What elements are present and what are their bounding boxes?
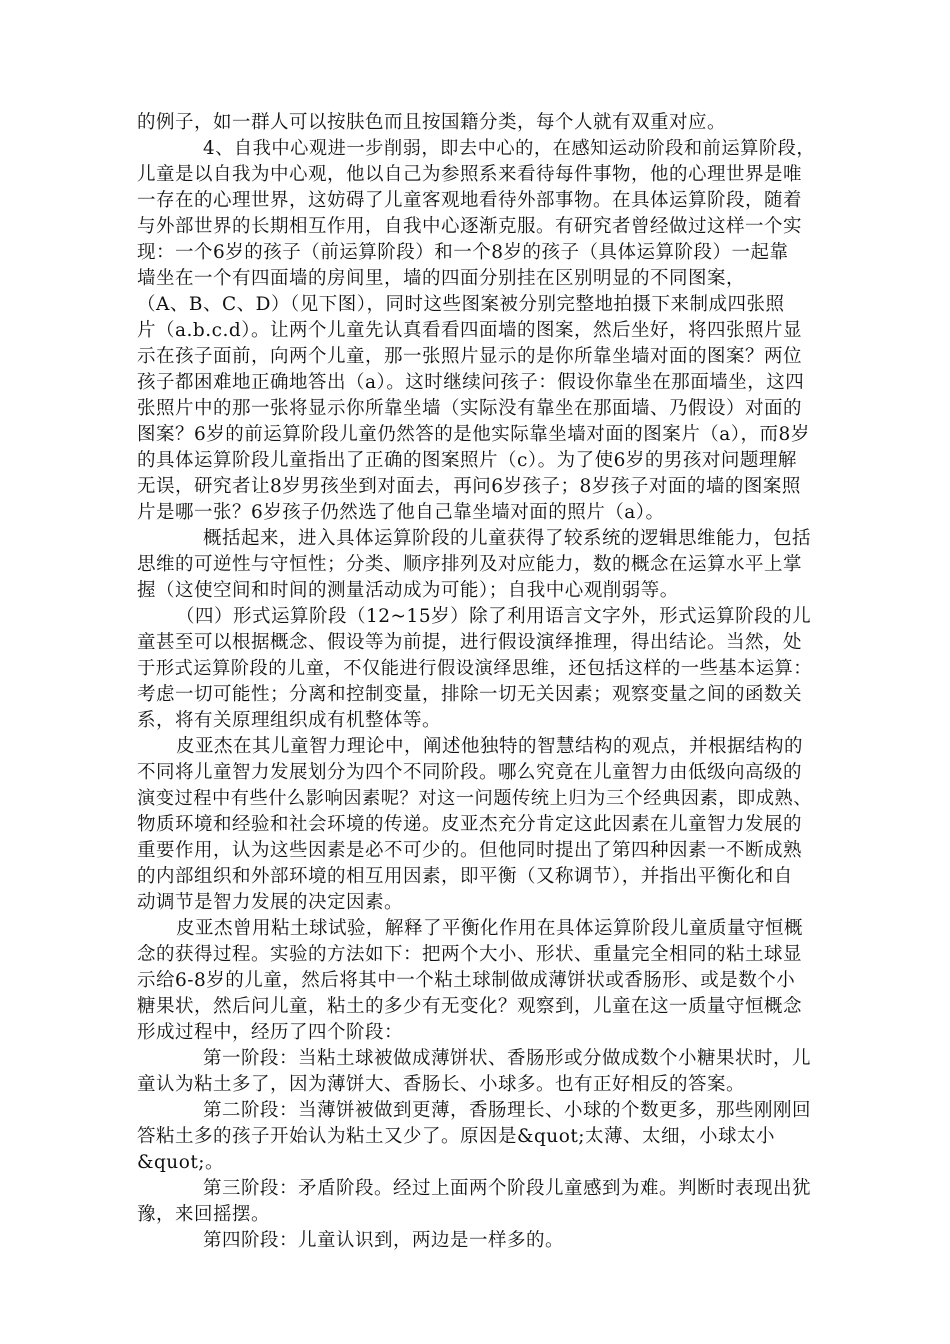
text-line: 皮亚杰在其儿童智力理论中，阐述他独特的智慧结构的观点，并根据结构的 [176,736,804,757]
text-line: 糖果状，然后问儿童，粘土的多少有无变化？观察到，儿童在这一质量守恒概念 [137,996,803,1017]
text-line: 物质环境和经验和社会环境的传递。皮亚杰充分肯定这此因素在儿童智力发展的 [137,814,803,835]
text-line: 一存在的心理世界，这妨碍了儿童客观地看待外部事物。在具体运算阶段，随着 [137,190,803,211]
text-line: 的内部组织和外部环境的相互用因素，即平衡（又称调节），并指出平衡化和自 [137,866,793,887]
text-line: 片（a.b.c.d）。让两个儿童先认真看看四面墙的图案，然后坐好，将四张照片显 [137,320,802,341]
text-line: 与外部世界的长期相互作用，自我中心逐渐克服。有研究者曾经做过这样一个实 [137,216,803,237]
text-line: （A、B、C、D）（见下图），同时这些图案被分别完整地拍摄下来制成四张照 [137,294,785,315]
text-line: 动调节是智力发展的决定因素。 [137,892,404,913]
text-line: 儿童是以自我为中心观，他以自己为参照系来看待每件事物，他的心理世界是唯 [137,164,803,185]
text-line: 考虑一切可能性；分离和控制变量，排除一切无关因素；观察变量之间的函数关 [137,684,803,705]
text-line: 第二阶段：当薄饼被做到更薄，香肠理长、小球的个数更多，那些刚刚回 [203,1100,812,1121]
text-line: 片是哪一张？6岁孩子仍然选了他自己靠坐墙对面的照片（a）。 [137,502,665,523]
text-line: 的例子，如一群人可以按肤色而且按国籍分类，每个人就有双重对应。 [137,112,727,133]
text-line: 现：一个6岁的孩子（前运算阶段）和一个8岁的孩子（具体运算阶段）一起靠 [137,242,789,263]
text-line: 童甚至可以根据概念、假设等为前提，进行假设演绎推理，得出结论。当然，处 [137,632,803,653]
text-line: 重要作用，认为这些因素是必不可少的。但他同时提出了第四种因素一不断成熟 [137,840,803,861]
text-line: （四）形式运算阶段（12~15岁）除了利用语言文字外，形式运算阶段的儿 [176,606,812,627]
text-line: 第一阶段：当粘土球被做成薄饼状、香肠形或分做成数个小糖果状时，儿 [203,1048,812,1069]
text-line: 答粘土多的孩子开始认为粘土又少了。原因是&quot;太薄、太细，小球太小 [137,1126,776,1147]
text-line: 第四阶段：儿童认识到，两边是一样多的。 [203,1230,565,1251]
text-line: 第三阶段：矛盾阶段。经过上面两个阶段儿童感到为难。判断时表现出犹 [203,1178,812,1199]
text-line: 演变过程中有些什么影响因素呢？对这一问题传统上归为三个经典因素，即成熟、 [137,788,812,809]
text-line: 思维的可逆性与守恒性；分类、顺序排列及对应能力，数的概念在运算水平上掌 [137,554,803,575]
text-line: 于形式运算阶段的儿童，不仅能进行假设演绎思维，还包括这样的一些基本运算： [137,658,812,679]
text-line: 无误，研究者让8岁男孩坐到对面去，再问6岁孩子；8岁孩子对面的墙的图案照 [137,476,801,497]
text-line: 系，将有关原理组织成有机整体等。 [137,710,442,731]
text-line: 4、自我中心观进一步削弱，即去中心的，在感知运动阶段和前运算阶段， [203,138,816,159]
text-line: 孩子都困难地正确地答出（a）。这时继续问孩子：假设你靠坐在那面墙坐，这四 [137,372,805,393]
text-line: 示给6-8岁的儿童，然后将其中一个粘土球制做成薄饼状或香肠形、或是数个小 [137,970,796,991]
text-line: 的具体运算阶段儿童指出了正确的图案照片（c）。为了使6岁的男孩对问题理解 [137,450,797,471]
text-line: 童认为粘土多了，因为薄饼大、香肠长、小球多。也有正好相反的答案。 [137,1074,746,1095]
text-line: 豫，来回摇摆。 [137,1204,271,1225]
text-line: &quot;。 [137,1152,225,1173]
text-line: 概括起来，进入具体运算阶段的儿童获得了较系统的逻辑思维能力，包括 [203,528,812,549]
text-line: 图案？6岁的前运算阶段儿童仍然答的是他实际靠坐墙对面的图案片（a），而8岁 [137,424,810,445]
text-line: 墙坐在一个有四面墙的房间里，墙的四面分别挂在区别明显的不同图案， [137,268,746,289]
text-line: 形成过程中，经历了四个阶段： [137,1022,404,1043]
text-line: 念的获得过程。实验的方法如下：把两个大小、形状、重量完全相同的粘土球显 [137,944,803,965]
text-line: 张照片中的那一张将显示你所靠坐墙（实际没有靠坐在那面墙、乃假设）对面的 [137,398,803,419]
text-line: 不同将儿童智力发展划分为四个不同阶段。哪么究竟在儿童智力由低级向高级的 [137,762,803,783]
text-line: 示在孩子面前，向两个儿童，那一张照片显示的是你所靠坐墙对面的图案？两位 [137,346,803,367]
text-line: 握（这使空间和时间的测量活动成为可能）；自我中心观削弱等。 [137,580,679,601]
text-line: 皮亚杰曾用粘土球试验，解释了平衡化作用在具体运算阶段儿童质量守恒概 [176,918,804,939]
